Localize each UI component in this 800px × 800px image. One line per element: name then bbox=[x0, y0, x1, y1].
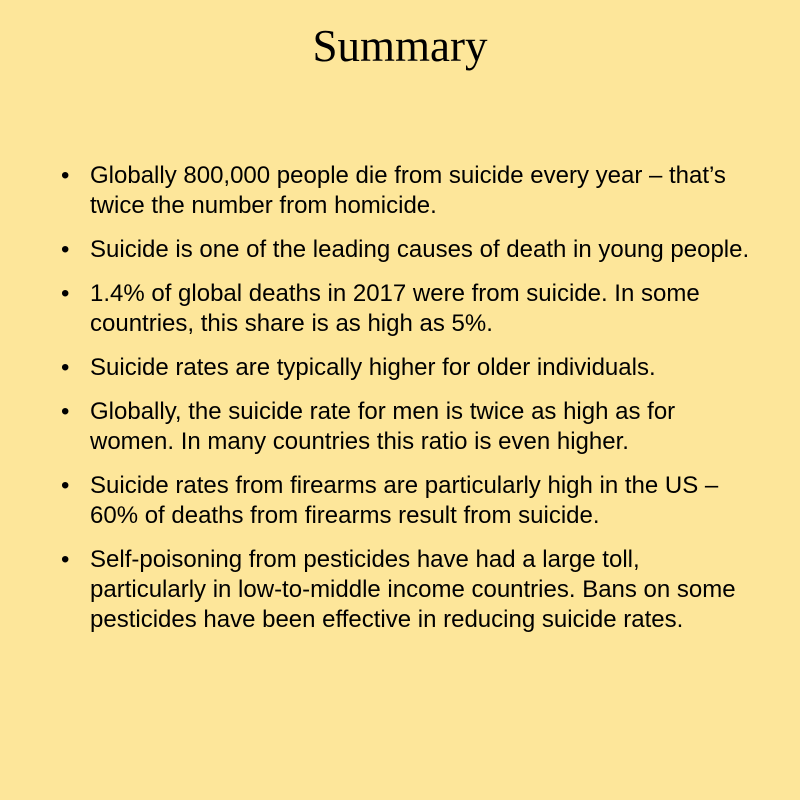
bullet-text: Globally, the suicide rate for men is twice as high as for women. In many countries this ratio is even higher. bbox=[90, 398, 676, 455]
slide-title: Summary bbox=[312, 21, 488, 71]
bullet-icon: • bbox=[61, 236, 70, 263]
bullet-icon: • bbox=[61, 546, 70, 573]
bullet-icon: • bbox=[61, 354, 70, 381]
bullet-item bbox=[61, 545, 761, 635]
bullet-icon: • bbox=[61, 162, 70, 189]
bullet-item bbox=[61, 235, 761, 265]
bullet-icon: • bbox=[61, 280, 70, 307]
bullet-item bbox=[61, 161, 761, 221]
bullet-icon: • bbox=[61, 472, 70, 499]
bullet-item bbox=[61, 353, 761, 383]
bullet-item bbox=[61, 471, 761, 531]
bullet-text: Globally 800,000 people die from suicide every year – that’s twice the number from homicide. bbox=[90, 162, 726, 219]
bullet-text: Suicide rates from firearms are particularly high in the US – 60% of deaths from firearms result from suicide. bbox=[90, 472, 719, 529]
bullet-item bbox=[61, 397, 761, 457]
bullet-text: Self-poisoning from pesticides have had a large toll, particularly in low-to-middle income countries. Bans on some pesticides have been effective in reducing suicide rates. bbox=[90, 546, 736, 633]
bullet-text: Suicide rates are typically higher for older individuals. bbox=[90, 354, 656, 381]
bullet-item bbox=[61, 279, 761, 339]
bullet-icon: • bbox=[61, 398, 70, 425]
bullet-text: Suicide is one of the leading causes of death in young people. bbox=[90, 236, 750, 263]
bullet-text: 1.4% of global deaths in 2017 were from suicide. In some countries, this share is as high as 5%. bbox=[90, 280, 700, 337]
bullet-list bbox=[61, 161, 761, 649]
